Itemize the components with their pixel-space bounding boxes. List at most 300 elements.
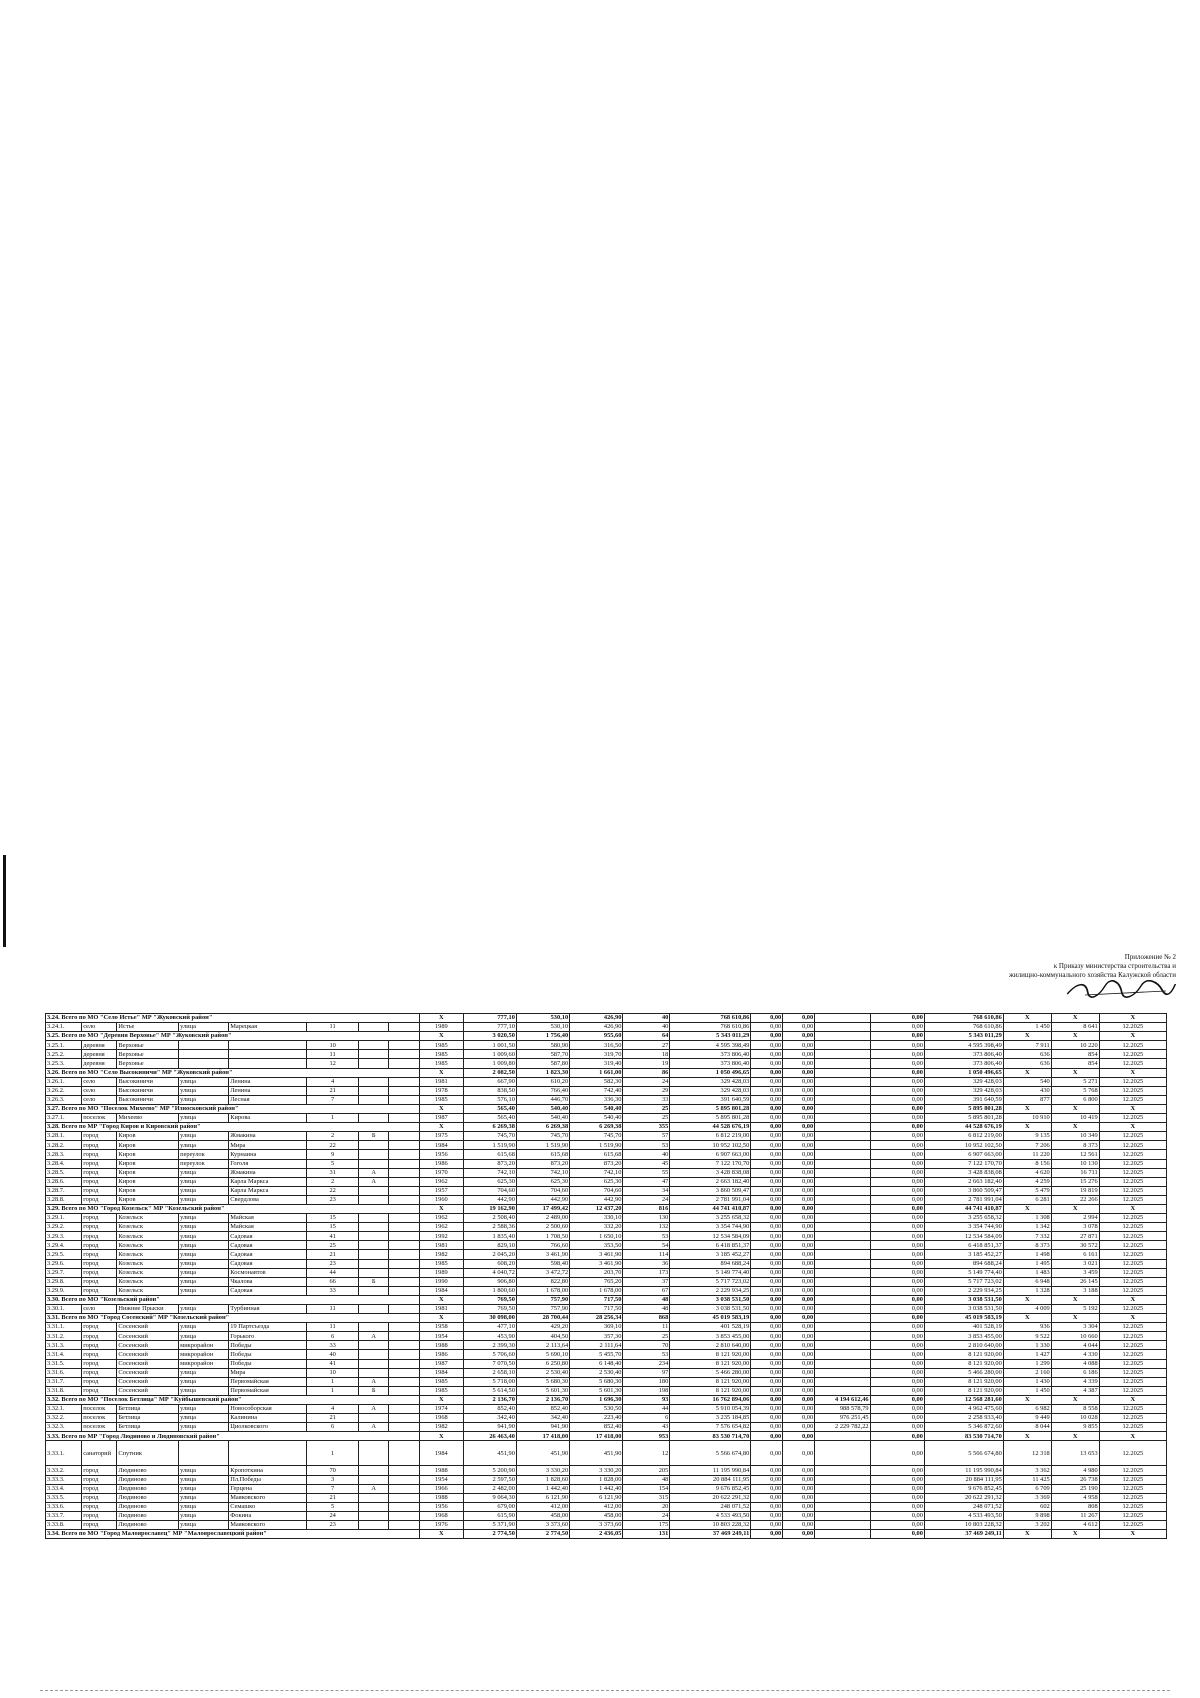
table-cell: 24 (623, 1511, 670, 1520)
table-cell: Сосенский (117, 1350, 179, 1359)
table-cell: 7 576 654,82 (670, 1423, 751, 1432)
table-cell: X (1099, 1395, 1166, 1404)
table-cell: X (1051, 1104, 1099, 1113)
table-cell: 5 466 280,00 (924, 1368, 1003, 1377)
table-cell: 70 (307, 1466, 359, 1475)
table-cell: 131 (623, 1530, 670, 1539)
table-cell: 3.28. Всего по МР "Город Киров и Кировский район" (46, 1123, 420, 1132)
table-cell: А (359, 1377, 389, 1386)
table-cell (815, 1159, 870, 1168)
table-cell: поселок (82, 1414, 117, 1423)
table-cell: 1957 (419, 1186, 463, 1195)
table-cell: Космонавтов (229, 1268, 307, 1277)
table-row (46, 1475, 1167, 1484)
table-cell (359, 1259, 389, 1268)
table-cell: 4 040,72 (463, 1268, 516, 1277)
table-cell: 0,00 (751, 1041, 783, 1050)
table-cell: 1992 (419, 1232, 463, 1241)
table-cell: Кропоткина (229, 1466, 307, 1475)
table-cell: 3.32.2. (46, 1414, 82, 1423)
table-cell: 373 806,40 (924, 1050, 1003, 1059)
table-cell: 1956 (419, 1502, 463, 1511)
table-cell: улица (179, 1511, 229, 1520)
table-cell: 1 495 (1003, 1259, 1051, 1268)
table-cell: 5 895 801,28 (670, 1114, 751, 1123)
table-cell: город (82, 1377, 117, 1386)
table-cell: улица (179, 1502, 229, 1511)
table-cell: 23 (307, 1259, 359, 1268)
table-cell (389, 1241, 420, 1250)
table-cell: Михеево (117, 1114, 179, 1123)
table-cell: 12 318 (1003, 1441, 1051, 1466)
table-cell: 816 (623, 1204, 670, 1213)
table-cell: 0,00 (783, 1332, 815, 1341)
table-cell: Садовая (229, 1259, 307, 1268)
group-total-row (46, 1123, 1167, 1132)
table-cell: 0,00 (751, 1395, 783, 1404)
table-cell: переулок (179, 1150, 229, 1159)
table-cell: 0,00 (751, 1095, 783, 1104)
table-cell: Сосенский (117, 1386, 179, 1395)
table-cell: село (82, 1077, 117, 1086)
table-cell: 4 387 (1051, 1386, 1099, 1395)
table-cell: 1981 (419, 1077, 463, 1086)
table-cell: 2 663 182,40 (924, 1177, 1003, 1186)
table-cell: 342,40 (463, 1414, 516, 1423)
table-cell: 19 (623, 1059, 670, 1068)
table-cell: 13 653 (1051, 1441, 1099, 1466)
table-cell: 0,00 (751, 1241, 783, 1250)
table-cell: 20 884 111,95 (924, 1475, 1003, 1484)
table-cell (815, 1077, 870, 1086)
group-total-row (46, 1014, 1167, 1023)
table-row (46, 1341, 1167, 1350)
table-cell: 1968 (419, 1414, 463, 1423)
table-cell: 0,00 (751, 1414, 783, 1423)
table-cell (815, 1050, 870, 1059)
table-cell: 3 038 531,50 (924, 1295, 1003, 1304)
table-cell (815, 1511, 870, 1520)
table-cell: 332,20 (570, 1223, 623, 1232)
table-cell: 1985 (419, 1377, 463, 1386)
table-cell: 0,00 (870, 1023, 924, 1032)
table-cell: 26 738 (1051, 1475, 1099, 1484)
table-cell: X (1003, 1068, 1051, 1077)
table-cell: 6 269,38 (570, 1123, 623, 1132)
table-cell: 1985 (419, 1259, 463, 1268)
table-row (46, 1059, 1167, 1068)
table-cell: 22 (307, 1141, 359, 1150)
table-cell: 0,00 (870, 1168, 924, 1177)
appendix-header (876, 953, 1176, 1001)
table-cell: 679,00 (463, 1502, 516, 1511)
table-cell: 0,00 (870, 1286, 924, 1295)
table-cell (815, 1132, 870, 1141)
table-cell: Семашко (229, 1502, 307, 1511)
table-cell (389, 1077, 420, 1086)
table-cell (359, 1475, 389, 1484)
table-cell: 0,00 (870, 1341, 924, 1350)
table-cell: улица (179, 1223, 229, 1232)
table-cell (815, 1150, 870, 1159)
table-cell: 430 (1003, 1086, 1051, 1095)
table-cell: X (1003, 1204, 1051, 1213)
table-cell: 3 853 455,00 (670, 1332, 751, 1341)
table-cell: Козельск (117, 1259, 179, 1268)
table-cell: 0,00 (783, 1295, 815, 1304)
table-cell: 10 130 (1051, 1159, 1099, 1168)
table-cell: 12.2025 (1099, 1159, 1166, 1168)
table-cell: 1 (307, 1114, 359, 1123)
table-cell: 30 572 (1051, 1241, 1099, 1250)
table-cell: 636 (1003, 1059, 1051, 1068)
table-cell: 4 958 (1051, 1493, 1099, 1502)
table-cell (389, 1023, 420, 1032)
table-cell: 130 (623, 1214, 670, 1223)
table-cell: улица (179, 1323, 229, 1332)
table-cell: 540,40 (516, 1104, 569, 1113)
table-cell: 3 428 838,08 (924, 1168, 1003, 1177)
table-cell: город (82, 1475, 117, 1484)
table-cell: 717,50 (570, 1295, 623, 1304)
table-cell: 582,30 (570, 1077, 623, 1086)
table-cell (815, 1241, 870, 1250)
table-cell: город (82, 1332, 117, 1341)
table-cell: 2 588,36 (463, 1223, 516, 1232)
table-cell: 9 676 852,45 (670, 1484, 751, 1493)
table-cell: 0,00 (870, 1159, 924, 1168)
table-cell: город (82, 1368, 117, 1377)
table-cell: 9 064,30 (463, 1493, 516, 1502)
table-cell: 0,00 (870, 1050, 924, 1059)
table-cell: 27 871 (1051, 1232, 1099, 1241)
table-cell: 55 (623, 1168, 670, 1177)
table-cell: 0,00 (783, 1259, 815, 1268)
table-cell: 3.32.3. (46, 1423, 82, 1432)
table-cell: Бетлица (117, 1423, 179, 1432)
table-cell: 3 038 531,50 (670, 1295, 751, 1304)
table-cell: 3 202 (1003, 1520, 1051, 1529)
table-cell: 391 640,59 (924, 1095, 1003, 1104)
table-cell: 0,00 (870, 1314, 924, 1323)
table-cell: 0,00 (870, 1405, 924, 1414)
table-cell: 48 (623, 1305, 670, 1314)
appendix-order-ref: к Приказу министерства строительства и (1053, 962, 1176, 970)
table-cell (389, 1441, 420, 1466)
table-cell (359, 1077, 389, 1086)
table-cell (359, 1493, 389, 1502)
table-cell: 1990 (419, 1277, 463, 1286)
table-cell: 576,10 (463, 1095, 516, 1104)
table-cell: 3 369 (1003, 1493, 1051, 1502)
table-cell: Козельск (117, 1214, 179, 1223)
table-cell: 19 Партсъезда (229, 1323, 307, 1332)
table-cell: 26 463,40 (463, 1432, 516, 1441)
table-cell: 2 229 934,25 (670, 1286, 751, 1295)
table-cell: 2 810 640,00 (924, 1341, 1003, 1350)
table-cell (359, 1159, 389, 1168)
table-cell (815, 1123, 870, 1132)
table-cell: 2 160 (1003, 1368, 1051, 1377)
table-row (46, 1268, 1167, 1277)
table-cell: 248 071,52 (670, 1502, 751, 1511)
table-cell: город (82, 1359, 117, 1368)
table-cell: 777,10 (463, 1014, 516, 1023)
table-cell: 1 299 (1003, 1359, 1051, 1368)
table-cell (389, 1423, 420, 1432)
table-cell: 17 418,00 (516, 1432, 569, 1441)
table-cell: 0,00 (751, 1195, 783, 1204)
table-cell (815, 1223, 870, 1232)
table-cell: 0,00 (870, 1377, 924, 1386)
table-cell: 9 449 (1003, 1414, 1051, 1423)
table-cell: город (82, 1159, 117, 1168)
table-cell: Козельск (117, 1241, 179, 1250)
table-cell: 132 (623, 1223, 670, 1232)
table-cell: 8 558 (1051, 1405, 1099, 1414)
table-cell: 1 519,90 (463, 1141, 516, 1150)
table-cell: X (1051, 1530, 1099, 1539)
table-cell: 3 255 658,32 (924, 1214, 1003, 1223)
table-cell: 0,00 (751, 1466, 783, 1475)
table-cell: 580,90 (516, 1041, 569, 1050)
table-cell: улица (179, 1259, 229, 1268)
table-cell: 0,00 (783, 1023, 815, 1032)
table-cell: улица (179, 1250, 229, 1259)
table-cell: 21 (307, 1250, 359, 1259)
table-cell: 1970 (419, 1168, 463, 1177)
table-cell: 11 (307, 1050, 359, 1059)
table-cell (389, 1059, 420, 1068)
table-cell: микрорайон (179, 1359, 229, 1368)
table-cell: 2 994 (1051, 1214, 1099, 1223)
group-total-row (46, 1432, 1167, 1441)
table-row (46, 1493, 1167, 1502)
table-cell: 0,00 (783, 1214, 815, 1223)
table-cell: 0,00 (751, 1159, 783, 1168)
table-cell: 154 (623, 1484, 670, 1493)
table-cell: 6 907 663,00 (924, 1150, 1003, 1159)
table-cell: 6 (307, 1423, 359, 1432)
table-cell (359, 1095, 389, 1104)
table-cell: X (419, 1068, 463, 1077)
table-cell: улица (179, 1405, 229, 1414)
table-cell: 19 819 (1051, 1186, 1099, 1195)
table-cell (389, 1095, 420, 1104)
table-cell: 3.31. Всего по МО "Город Сосенский" МР "Козельский район" (46, 1314, 420, 1323)
table-cell: город (82, 1132, 117, 1141)
table-cell (389, 1041, 420, 1050)
table-cell: 1988 (419, 1493, 463, 1502)
table-cell: 1 442,40 (570, 1484, 623, 1493)
table-cell: X (1003, 1295, 1051, 1304)
table-cell: 4 595 398,49 (924, 1041, 1003, 1050)
table-cell: 1 678,00 (570, 1286, 623, 1295)
table-cell (815, 1493, 870, 1502)
table-cell: 44 (623, 1405, 670, 1414)
table-cell: 47 (623, 1177, 670, 1186)
table-cell: 336,30 (570, 1095, 623, 1104)
table-cell: 769,50 (463, 1305, 516, 1314)
table-cell: X (1051, 1314, 1099, 1323)
table-cell: 3 461,90 (570, 1259, 623, 1268)
table-cell: 854 (1051, 1050, 1099, 1059)
table-cell: 21 (307, 1493, 359, 1502)
table-cell: 0,00 (870, 1493, 924, 1502)
table-cell: 66 (307, 1277, 359, 1286)
table-row (46, 1502, 1167, 1511)
table-cell: город (82, 1259, 117, 1268)
table-cell: Свердлова (229, 1195, 307, 1204)
table-body (46, 1014, 1167, 1539)
table-cell: 0,00 (870, 1259, 924, 1268)
table-row (46, 1086, 1167, 1095)
table-cell: 6 148,40 (570, 1359, 623, 1368)
table-cell: Людиново (117, 1511, 179, 1520)
table-cell (389, 1484, 420, 1493)
table-cell: X (1099, 1104, 1166, 1113)
table-cell: 0,00 (783, 1520, 815, 1529)
table-cell: Киров (117, 1195, 179, 1204)
table-cell (815, 1502, 870, 1511)
table-cell: X (1003, 1314, 1051, 1323)
table-cell: 3.33.8. (46, 1520, 82, 1529)
table-cell: улица (179, 1232, 229, 1241)
table-cell: 0,00 (870, 1223, 924, 1232)
table-row (46, 1423, 1167, 1432)
table-cell: 8 121 920,00 (924, 1359, 1003, 1368)
table-cell: 0,00 (751, 1050, 783, 1059)
table-cell: 2 500,60 (516, 1223, 569, 1232)
table-cell: 4 962 475,60 (924, 1405, 1003, 1414)
table-cell: 12.2025 (1099, 1386, 1166, 1395)
group-total-row (46, 1295, 1167, 1304)
table-cell: 0,00 (870, 1068, 924, 1077)
table-cell: 1 708,50 (516, 1232, 569, 1241)
table-cell: 976 251,45 (815, 1414, 870, 1423)
table-cell: 3.31.8. (46, 1386, 82, 1395)
table-cell: 1 328 (1003, 1286, 1051, 1295)
table-cell: Киров (117, 1159, 179, 1168)
table-cell: Герцена (229, 1484, 307, 1493)
table-cell: 20 884 111,95 (670, 1475, 751, 1484)
table-cell: 0,00 (870, 1232, 924, 1241)
table-cell: 2 113,64 (516, 1341, 569, 1350)
table-cell: 23 (307, 1195, 359, 1204)
table-cell: 0,00 (870, 1368, 924, 1377)
table-cell (359, 1241, 389, 1250)
table-cell: 6 982 (1003, 1405, 1051, 1414)
table-cell: 11 (307, 1023, 359, 1032)
table-cell: 342,40 (516, 1414, 569, 1423)
table-cell: Карла Маркса (229, 1177, 307, 1186)
table-cell: Победы (229, 1359, 307, 1368)
table-cell: 53 (623, 1232, 670, 1241)
table-cell: 0,00 (783, 1241, 815, 1250)
table-cell: 9 855 (1051, 1423, 1099, 1432)
table-cell: 941,90 (463, 1423, 516, 1432)
table-cell (359, 1141, 389, 1150)
table-cell: 3 038 531,50 (924, 1305, 1003, 1314)
table-cell: Карла Маркса (229, 1186, 307, 1195)
table-cell: X (419, 1314, 463, 1323)
table-cell: 28 256,34 (570, 1314, 623, 1323)
table-cell: 19 162,90 (463, 1204, 516, 1213)
table-cell: 2 111,64 (570, 1341, 623, 1350)
table-cell: 8 373 (1051, 1141, 1099, 1150)
table-cell: 12.2025 (1099, 1168, 1166, 1177)
table-cell: 3.28.7. (46, 1186, 82, 1195)
table-cell: 357,30 (570, 1332, 623, 1341)
table-cell: 1985 (419, 1041, 463, 1050)
table-cell: 615,68 (570, 1150, 623, 1159)
table-cell: 1984 (419, 1286, 463, 1295)
table-cell: Людиново (117, 1484, 179, 1493)
table-cell: 0,00 (751, 1032, 783, 1041)
table-cell: 5 895 801,28 (924, 1104, 1003, 1113)
table-cell: X (419, 1204, 463, 1213)
table-cell: город (82, 1150, 117, 1159)
table-cell: 6 (307, 1332, 359, 1341)
table-cell: 4 088 (1051, 1359, 1099, 1368)
table-cell: 3.33.2. (46, 1466, 82, 1475)
table-cell (815, 1259, 870, 1268)
table-row (46, 1141, 1167, 1150)
table-cell: 0,00 (870, 1359, 924, 1368)
table-cell: 5 717 723,02 (670, 1277, 751, 1286)
table-cell: 458,00 (516, 1511, 569, 1520)
table-cell: 2 136,70 (463, 1395, 516, 1404)
table-cell: 2 258 933,40 (924, 1414, 1003, 1423)
table-cell: 5 (307, 1502, 359, 1511)
table-cell: село (82, 1095, 117, 1104)
table-cell: X (419, 1123, 463, 1132)
table-cell: 83 530 714,70 (924, 1432, 1003, 1441)
table-cell: 5 346 872,60 (924, 1423, 1003, 1432)
table-cell: 4 (307, 1405, 359, 1414)
table-cell (359, 1023, 389, 1032)
table-cell (359, 1350, 389, 1359)
table-cell: 742,10 (570, 1168, 623, 1177)
table-cell: 12.2025 (1099, 1232, 1166, 1241)
table-cell: 315 (623, 1493, 670, 1502)
table-cell (815, 1186, 870, 1195)
table-cell: 22 266 (1051, 1195, 1099, 1204)
table-cell: 5 706,60 (463, 1350, 516, 1359)
table-cell: Маяковского (229, 1520, 307, 1529)
table-cell: Людиново (117, 1493, 179, 1502)
table-cell: 319,70 (570, 1050, 623, 1059)
table-row (46, 1377, 1167, 1386)
table-cell: 0,00 (751, 1268, 783, 1277)
table-cell: 3 235 184,85 (670, 1414, 751, 1423)
table-cell (815, 1068, 870, 1077)
table-cell: 20 622 291,32 (924, 1493, 1003, 1502)
table-cell: Бетлица (117, 1405, 179, 1414)
table-cell: 5 895 801,28 (924, 1114, 1003, 1123)
table-cell: 0,00 (783, 1405, 815, 1414)
table-cell: 0,00 (783, 1305, 815, 1314)
table-cell: 429,20 (516, 1323, 569, 1332)
table-cell: 0,00 (751, 1323, 783, 1332)
table-cell: 953 (623, 1432, 670, 1441)
table-cell: деревня (82, 1041, 117, 1050)
table-cell: 1984 (419, 1368, 463, 1377)
table-cell: 20 (623, 1502, 670, 1511)
table-cell: 0,00 (751, 1014, 783, 1023)
table-cell (815, 1059, 870, 1068)
table-cell: 0,00 (751, 1168, 783, 1177)
